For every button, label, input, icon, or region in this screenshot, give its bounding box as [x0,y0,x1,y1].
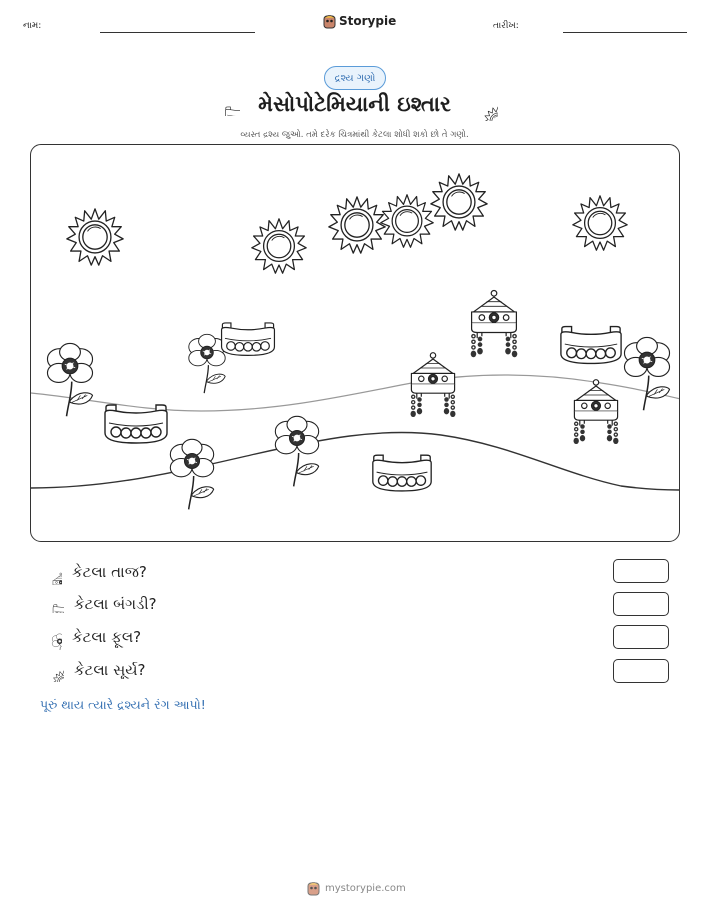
bangle-1 [222,323,275,355]
sun-6 [573,196,627,250]
crown-2 [411,353,456,417]
answer-box-flowers[interactable] [613,625,669,649]
flower-2 [189,334,225,393]
bangle-4 [561,327,621,364]
flower-3 [170,439,213,509]
sun-4 [381,195,434,248]
sun-icon [40,658,64,682]
name-label: નામ: [23,21,42,31]
page-title: મેસોપોટેમિયાની ઇશ્તાર [258,92,451,116]
footer-url[interactable]: mystorypie.com [325,882,406,894]
question-bangles [40,592,157,616]
sun-5 [431,174,487,230]
name-line[interactable] [100,32,255,33]
flower-4 [275,416,318,486]
crown-1 [471,290,518,357]
brand-logo [323,13,396,29]
answer-box-suns[interactable] [613,659,669,683]
date-label: તારીખ: [493,21,519,31]
date-line[interactable] [563,32,687,33]
brand-name: Storypie [339,14,397,28]
bangle-3 [373,455,431,491]
storypie-mascot-icon [307,880,320,896]
sun-1 [67,209,123,265]
question-text: કેટલા બંગડી? [74,595,157,613]
storypie-mascot-icon [323,13,336,29]
question-text: કેટલા સૂર્ય? [74,661,146,679]
question-flowers [40,625,141,649]
question-text: કેટલા ફૂલ? [72,628,142,646]
answer-box-bangles[interactable] [613,592,669,616]
answer-box-crowns[interactable] [613,559,669,583]
bangle-icon [40,595,64,613]
flower-1 [47,343,92,416]
sun-2 [252,219,306,273]
flower-icon [40,624,62,650]
flower-5 [624,337,669,410]
sun-3 [329,197,385,253]
finish-note: પૂરું થાય ત્યારે દ્રશ્યને રંગ આપો! [40,697,206,712]
sun-icon [468,91,498,121]
question-crowns [40,560,147,584]
bangle-2 [105,405,167,443]
footer [307,880,406,896]
instructions: વ્યસ્ત દ્રશ્ય જુઓ. તમે દરેક ચિત્રમાંથી કેટલા શોધી શકો છો તે ગણો. [240,130,469,140]
crown-icon [40,559,62,585]
question-text: કેટલા તાજ? [72,563,147,581]
picture-scene [30,144,680,542]
question-suns [40,658,146,682]
activity-badge: દ્રશ્ય ગણો [324,66,386,90]
crown-3 [574,380,619,444]
